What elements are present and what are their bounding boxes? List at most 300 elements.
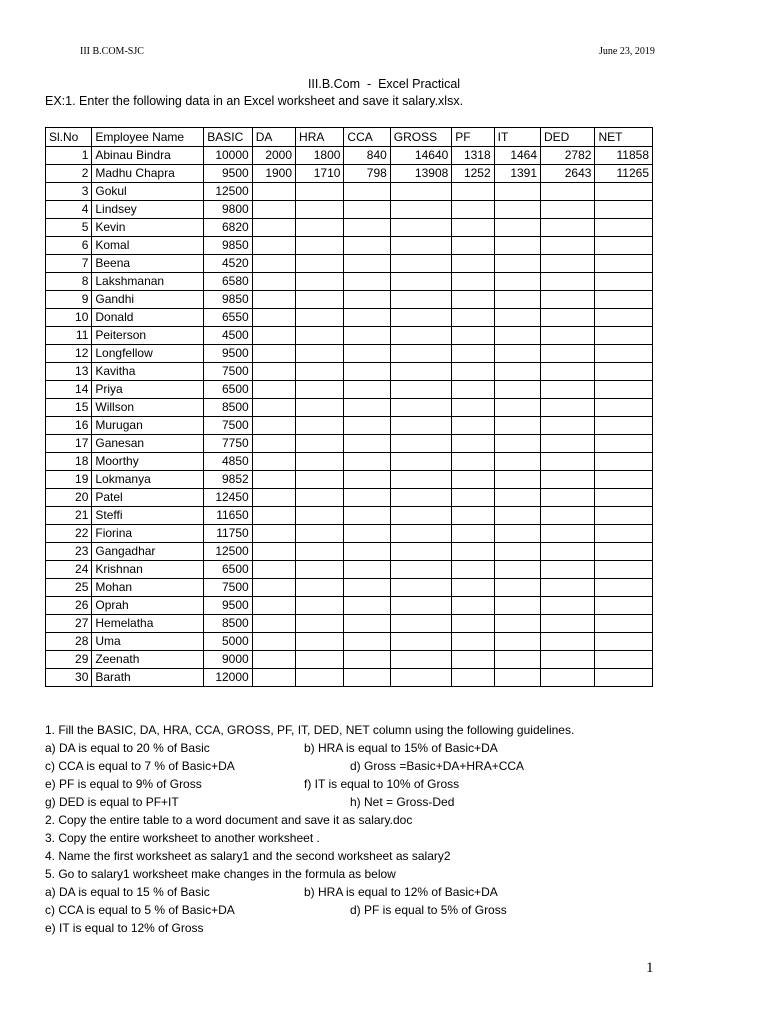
table-cell: 4520 — [204, 255, 252, 273]
table-cell — [344, 219, 390, 237]
table-cell — [344, 435, 390, 453]
table-cell: Longfellow — [92, 345, 204, 363]
table-cell — [344, 201, 390, 219]
table-cell — [296, 651, 344, 669]
column-header: DED — [541, 128, 595, 147]
table-cell — [390, 417, 452, 435]
table-cell — [452, 453, 494, 471]
table-cell — [541, 453, 595, 471]
table-row — [46, 507, 653, 525]
table-cell — [541, 579, 595, 597]
table-cell — [541, 435, 595, 453]
instruction-line — [45, 775, 685, 793]
table-cell — [390, 561, 452, 579]
table-cell: 2000 — [252, 147, 295, 165]
table-cell — [452, 561, 494, 579]
table-cell — [595, 471, 653, 489]
table-cell: 9500 — [204, 597, 252, 615]
table-cell — [344, 255, 390, 273]
table-cell — [595, 525, 653, 543]
table-row — [46, 435, 653, 453]
table-cell: Lokmanya — [92, 471, 204, 489]
table-cell — [494, 435, 540, 453]
table-cell: 12500 — [204, 183, 252, 201]
table-cell: 1318 — [452, 147, 494, 165]
table-cell — [390, 363, 452, 381]
table-row — [46, 345, 653, 363]
table-cell: 9850 — [204, 237, 252, 255]
table-cell: Beena — [92, 255, 204, 273]
table-cell — [494, 489, 540, 507]
table-cell — [390, 381, 452, 399]
table-cell — [390, 507, 452, 525]
table-cell: Komal — [92, 237, 204, 255]
table-cell — [252, 255, 295, 273]
table-cell — [252, 381, 295, 399]
table-cell — [595, 597, 653, 615]
table-cell: 1252 — [452, 165, 494, 183]
table-row — [46, 327, 653, 345]
table-cell — [344, 381, 390, 399]
table-cell — [296, 201, 344, 219]
table-cell — [494, 669, 540, 687]
instruction-text: 5. Go to salary1 worksheet make changes in the formula as below — [45, 867, 396, 881]
table-cell — [296, 579, 344, 597]
table-cell: 1464 — [494, 147, 540, 165]
table-cell: 2643 — [541, 165, 595, 183]
table-cell: 7500 — [204, 417, 252, 435]
table-row — [46, 651, 653, 669]
table-cell: 5 — [46, 219, 92, 237]
table-cell — [494, 309, 540, 327]
column-header: HRA — [296, 128, 344, 147]
table-cell: 26 — [46, 597, 92, 615]
table-cell: 30 — [46, 669, 92, 687]
table-cell — [252, 525, 295, 543]
table-row — [46, 417, 653, 435]
table-cell — [252, 633, 295, 651]
table-cell: 5000 — [204, 633, 252, 651]
table-cell — [390, 597, 452, 615]
table-row — [46, 471, 653, 489]
table-cell: Barath — [92, 669, 204, 687]
table-cell — [541, 651, 595, 669]
table-cell: 11650 — [204, 507, 252, 525]
table-cell — [595, 201, 653, 219]
table-cell — [494, 651, 540, 669]
table-cell — [541, 507, 595, 525]
table-cell: 25 — [46, 579, 92, 597]
table-cell — [252, 219, 295, 237]
table-cell — [252, 291, 295, 309]
table-cell — [595, 561, 653, 579]
instructions-list — [45, 721, 685, 937]
table-cell — [494, 345, 540, 363]
table-cell — [595, 237, 653, 255]
table-cell — [595, 417, 653, 435]
instruction-line — [45, 739, 685, 757]
table-cell — [541, 363, 595, 381]
table-cell — [541, 597, 595, 615]
table-cell: 9500 — [204, 345, 252, 363]
column-header: DA — [252, 128, 295, 147]
table-cell — [494, 291, 540, 309]
table-cell — [390, 237, 452, 255]
table-cell: Gokul — [92, 183, 204, 201]
table-cell — [344, 597, 390, 615]
table-cell — [252, 309, 295, 327]
table-cell — [494, 417, 540, 435]
table-cell — [296, 291, 344, 309]
instruction-line — [45, 811, 685, 829]
table-cell — [595, 651, 653, 669]
table-cell — [494, 525, 540, 543]
table-cell — [452, 633, 494, 651]
table-cell: 14 — [46, 381, 92, 399]
table-cell: 11265 — [595, 165, 653, 183]
table-cell: 7750 — [204, 435, 252, 453]
table-cell: 9000 — [204, 651, 252, 669]
table-cell — [252, 579, 295, 597]
table-cell — [344, 183, 390, 201]
table-cell — [252, 471, 295, 489]
table-cell: 16 — [46, 417, 92, 435]
table-cell — [541, 327, 595, 345]
table-cell: 9800 — [204, 201, 252, 219]
table-cell — [494, 273, 540, 291]
table-cell: 840 — [344, 147, 390, 165]
table-cell — [452, 651, 494, 669]
table-cell — [344, 579, 390, 597]
table-cell — [494, 399, 540, 417]
instruction-text-secondary: b) HRA is equal to 15% of Basic+DA — [304, 741, 498, 755]
table-cell: 22 — [46, 525, 92, 543]
table-cell — [541, 543, 595, 561]
table-cell: 10 — [46, 309, 92, 327]
table-cell: 17 — [46, 435, 92, 453]
table-cell — [541, 255, 595, 273]
table-cell — [344, 651, 390, 669]
instruction-text: g) DED is equal to PF+IT — [45, 795, 179, 809]
table-cell — [344, 417, 390, 435]
table-row — [46, 579, 653, 597]
table-cell — [452, 363, 494, 381]
table-cell — [296, 255, 344, 273]
table-row — [46, 489, 653, 507]
table-cell — [252, 345, 295, 363]
table-cell: 1391 — [494, 165, 540, 183]
table-cell — [344, 489, 390, 507]
table-cell — [452, 615, 494, 633]
table-cell — [452, 255, 494, 273]
table-cell: Steffi — [92, 507, 204, 525]
instruction-line — [45, 847, 685, 865]
table-cell — [390, 345, 452, 363]
table-cell — [494, 561, 540, 579]
table-cell — [296, 237, 344, 255]
table-cell — [494, 381, 540, 399]
table-cell: 18 — [46, 453, 92, 471]
table-cell — [595, 255, 653, 273]
table-cell — [390, 327, 452, 345]
table-cell — [296, 525, 344, 543]
table-cell — [452, 597, 494, 615]
table-row — [46, 165, 653, 183]
instruction-text: a) DA is equal to 20 % of Basic — [45, 741, 210, 755]
table-cell: Oprah — [92, 597, 204, 615]
instruction-text: e) PF is equal to 9% of Gross — [45, 777, 202, 791]
column-header: GROSS — [390, 128, 452, 147]
table-cell — [541, 417, 595, 435]
table-row — [46, 273, 653, 291]
instruction-line — [45, 919, 685, 937]
table-cell: Kevin — [92, 219, 204, 237]
table-cell: Murugan — [92, 417, 204, 435]
table-cell — [595, 669, 653, 687]
table-cell: Madhu Chapra — [92, 165, 204, 183]
instruction-text-secondary: d) PF is equal to 5% of Gross — [350, 903, 507, 917]
table-cell — [252, 453, 295, 471]
page-number: 1 — [646, 960, 654, 976]
table-cell: 9 — [46, 291, 92, 309]
table-cell — [344, 669, 390, 687]
table-cell: 1 — [46, 147, 92, 165]
table-cell: Willson — [92, 399, 204, 417]
table-cell — [494, 615, 540, 633]
table-cell: Patel — [92, 489, 204, 507]
table-cell: 9852 — [204, 471, 252, 489]
table-cell — [296, 597, 344, 615]
table-cell — [344, 453, 390, 471]
table-cell: 6500 — [204, 561, 252, 579]
table-cell — [344, 309, 390, 327]
column-header: PF — [452, 128, 494, 147]
table-cell — [452, 417, 494, 435]
table-cell — [344, 525, 390, 543]
table-cell — [452, 219, 494, 237]
table-row — [46, 309, 653, 327]
table-cell: 8500 — [204, 615, 252, 633]
table-cell: 12500 — [204, 543, 252, 561]
table-cell — [296, 273, 344, 291]
table-cell — [595, 579, 653, 597]
table-cell — [296, 399, 344, 417]
table-cell — [252, 489, 295, 507]
table-cell — [344, 561, 390, 579]
table-cell: 15 — [46, 399, 92, 417]
table-row — [46, 633, 653, 651]
table-row — [46, 147, 653, 165]
table-cell — [452, 507, 494, 525]
instruction-text-secondary: b) HRA is equal to 12% of Basic+DA — [304, 885, 498, 899]
table-cell — [595, 453, 653, 471]
header-date: June 23, 2019 — [599, 46, 655, 57]
table-cell — [252, 273, 295, 291]
table-cell — [390, 651, 452, 669]
table-row — [46, 363, 653, 381]
table-cell — [452, 381, 494, 399]
table-cell: 4850 — [204, 453, 252, 471]
table-cell — [595, 363, 653, 381]
table-cell — [541, 291, 595, 309]
table-cell — [452, 309, 494, 327]
table-cell — [296, 219, 344, 237]
table-row — [46, 291, 653, 309]
table-cell — [390, 435, 452, 453]
column-header: IT — [494, 128, 540, 147]
table-cell — [595, 327, 653, 345]
table-cell: 12 — [46, 345, 92, 363]
table-cell — [252, 327, 295, 345]
instruction-text: a) DA is equal to 15 % of Basic — [45, 885, 210, 899]
table-cell: Ganesan — [92, 435, 204, 453]
header-left: III B.COM-SJC — [80, 46, 144, 57]
table-cell: 9850 — [204, 291, 252, 309]
table-cell — [390, 273, 452, 291]
table-cell — [296, 543, 344, 561]
table-cell — [296, 489, 344, 507]
table-cell — [390, 183, 452, 201]
table-cell — [494, 183, 540, 201]
table-cell: 8500 — [204, 399, 252, 417]
table-cell — [595, 345, 653, 363]
table-cell — [296, 507, 344, 525]
table-cell — [296, 615, 344, 633]
table-cell — [296, 183, 344, 201]
table-cell — [595, 543, 653, 561]
table-cell — [344, 615, 390, 633]
table-cell: 19 — [46, 471, 92, 489]
table-cell: 8 — [46, 273, 92, 291]
table-cell — [541, 309, 595, 327]
table-cell — [541, 381, 595, 399]
instruction-line — [45, 721, 685, 739]
table-cell — [252, 183, 295, 201]
table-cell — [296, 417, 344, 435]
table-cell — [252, 201, 295, 219]
table-cell — [390, 489, 452, 507]
instruction-text: 1. Fill the BASIC, DA, HRA, CCA, GROSS, PF, IT, DED, NET column using the following guidelines. — [45, 723, 575, 737]
table-cell — [452, 669, 494, 687]
table-cell — [494, 471, 540, 489]
instruction-text-secondary: d) Gross =Basic+DA+HRA+CCA — [350, 759, 525, 773]
table-cell — [541, 471, 595, 489]
table-cell — [390, 399, 452, 417]
table-cell — [296, 381, 344, 399]
table-cell: Hemelatha — [92, 615, 204, 633]
table-cell: 11750 — [204, 525, 252, 543]
table-cell: 1710 — [296, 165, 344, 183]
instruction-text-secondary: h) Net = Gross-Ded — [350, 795, 455, 809]
table-cell — [595, 183, 653, 201]
table-cell — [452, 489, 494, 507]
table-cell — [344, 399, 390, 417]
table-cell — [296, 309, 344, 327]
table-cell — [452, 201, 494, 219]
table-row — [46, 255, 653, 273]
table-cell: 1900 — [252, 165, 295, 183]
table-cell — [494, 201, 540, 219]
table-cell — [541, 345, 595, 363]
table-cell: Priya — [92, 381, 204, 399]
table-cell: 3 — [46, 183, 92, 201]
table-cell — [494, 597, 540, 615]
table-cell — [452, 543, 494, 561]
table-cell — [595, 309, 653, 327]
table-cell — [595, 273, 653, 291]
table-cell — [595, 507, 653, 525]
table-cell: 2782 — [541, 147, 595, 165]
table-cell — [296, 453, 344, 471]
table-cell — [595, 435, 653, 453]
table-cell — [252, 543, 295, 561]
column-header: CCA — [344, 128, 390, 147]
table-row — [46, 669, 653, 687]
table-cell — [541, 669, 595, 687]
table-cell — [541, 489, 595, 507]
instruction-text: 2. Copy the entire table to a word document and save it as salary.doc — [45, 813, 413, 827]
table-cell — [252, 363, 295, 381]
instruction-text: e) IT is equal to 12% of Gross — [45, 921, 204, 935]
table-cell — [494, 327, 540, 345]
table-cell — [452, 273, 494, 291]
table-cell — [452, 399, 494, 417]
instruction-line — [45, 793, 685, 811]
table-cell: 13 — [46, 363, 92, 381]
table-cell: Uma — [92, 633, 204, 651]
table-cell: 13908 — [390, 165, 452, 183]
table-cell — [452, 237, 494, 255]
table-cell: 29 — [46, 651, 92, 669]
table-cell: 4 — [46, 201, 92, 219]
table-cell — [296, 345, 344, 363]
table-cell — [344, 507, 390, 525]
table-cell: Peiterson — [92, 327, 204, 345]
column-header: Sl.No — [46, 128, 92, 147]
table-cell: 11 — [46, 327, 92, 345]
table-cell — [541, 525, 595, 543]
instruction-text: 3. Copy the entire worksheet to another worksheet . — [45, 831, 320, 845]
table-row — [46, 183, 653, 201]
table-cell — [344, 345, 390, 363]
table-cell — [252, 615, 295, 633]
table-cell — [541, 183, 595, 201]
table-cell — [252, 561, 295, 579]
table-cell — [344, 327, 390, 345]
table-cell — [252, 417, 295, 435]
table-cell: 4500 — [204, 327, 252, 345]
table-cell — [595, 291, 653, 309]
table-cell — [344, 471, 390, 489]
table-cell — [494, 363, 540, 381]
table-cell — [452, 327, 494, 345]
table-row — [46, 525, 653, 543]
table-cell — [452, 471, 494, 489]
table-cell: 6500 — [204, 381, 252, 399]
table-cell — [252, 651, 295, 669]
instruction-line — [45, 829, 685, 847]
table-cell: Gangadhar — [92, 543, 204, 561]
table-cell: 7500 — [204, 363, 252, 381]
table-cell: 14640 — [390, 147, 452, 165]
table-cell — [494, 219, 540, 237]
table-cell: Mohan — [92, 579, 204, 597]
table-cell — [541, 237, 595, 255]
table-cell — [541, 633, 595, 651]
table-cell — [390, 615, 452, 633]
table-cell — [296, 633, 344, 651]
instruction-line — [45, 757, 685, 775]
